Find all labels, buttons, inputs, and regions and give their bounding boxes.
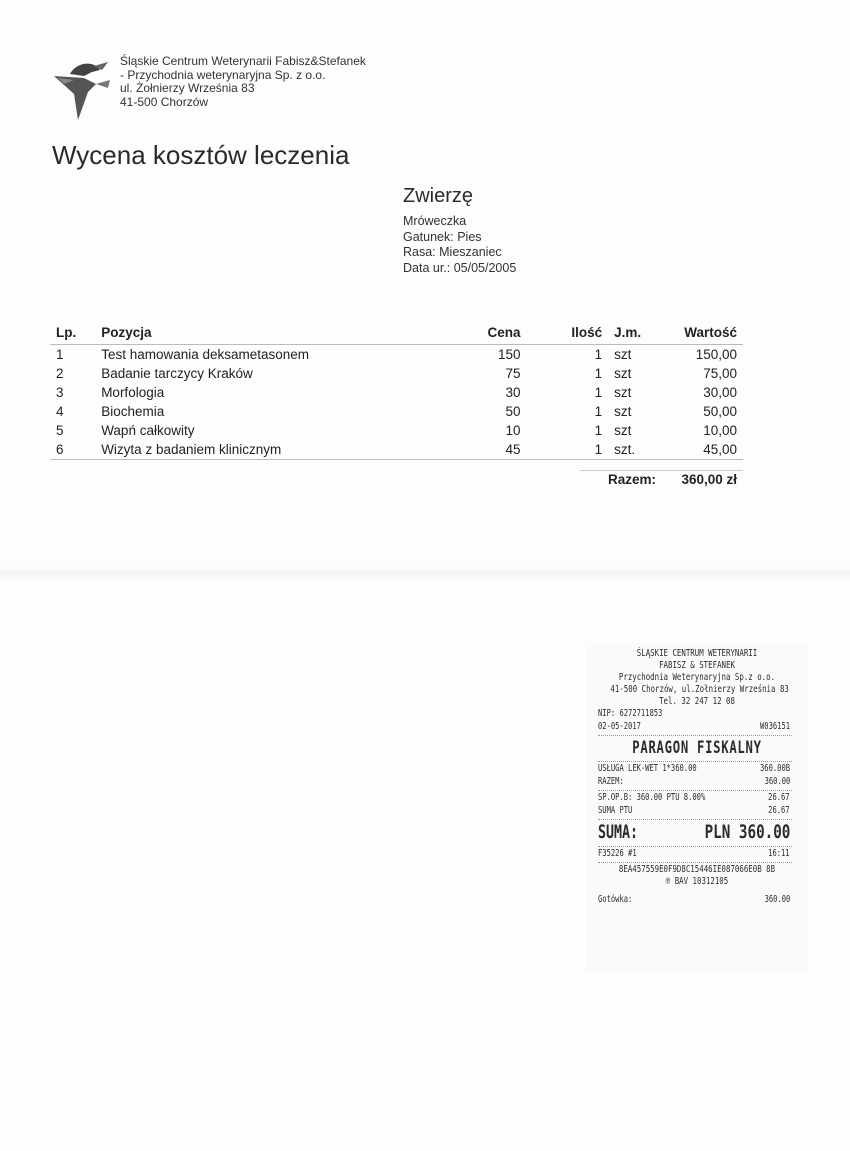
- animal-birthdate: Data ur.: 05/05/2005: [403, 260, 517, 275]
- row-price: 75: [505, 365, 521, 381]
- bird-logo-icon: [50, 56, 118, 122]
- receipt-header-line: Tel. 32 247 12 08: [659, 696, 735, 707]
- receipt-razem-label: RAZEM:: [598, 776, 624, 787]
- document-title: Wycena kosztów leczenia: [52, 140, 350, 170]
- row-unit: szt: [614, 422, 632, 438]
- receipt-number: W036151: [759, 721, 790, 732]
- fiscal-logo-icon: ℗: [665, 876, 675, 887]
- row-unit: szt: [614, 403, 632, 419]
- row-name: Wizyta z badaniem klinicznym: [95, 440, 433, 460]
- receipt-title: PARAGON FISKALNY: [632, 738, 762, 758]
- clinic-subtitle: - Przychodnia weterynaryjna Sp. z o.o.: [120, 67, 326, 82]
- receipt-razem-value: 360.00: [764, 776, 790, 787]
- row-value: 30,00: [703, 384, 737, 400]
- row-qty: 1: [594, 422, 603, 438]
- row-qty: 1: [527, 440, 609, 460]
- receipt-ptu-label: SUMA PTU: [598, 805, 633, 816]
- row-unit: szt: [614, 346, 632, 362]
- clinic-street: ul. Żołnierzy Września 83: [120, 81, 255, 95]
- row-price: 30: [505, 384, 521, 400]
- receipt-fiscal-id: BAV 10312105: [674, 876, 729, 887]
- col-quantity: Ilość: [527, 322, 609, 345]
- table-row: [50, 440, 743, 460]
- row-qty: 1: [594, 365, 603, 381]
- row-qty: 1: [594, 346, 603, 362]
- row-unit: szt.: [608, 440, 678, 460]
- row-name: Badanie tarczycy Kraków: [101, 365, 253, 381]
- receipt-code: F35226 #1: [598, 848, 637, 859]
- row-name: Morfologia: [101, 384, 165, 400]
- animal-breed: Rasa: Mieszaniec: [403, 245, 502, 259]
- receipt-cash-label: Gotówka:: [598, 894, 633, 905]
- receipt-header-line: Przychodnia Weterynaryjna Sp.z o.o.: [618, 672, 776, 683]
- table-row: [50, 402, 743, 421]
- row-price: 45: [434, 440, 527, 460]
- row-value: 75,00: [703, 365, 737, 381]
- receipt-divider: [598, 846, 792, 847]
- clinic-address-block: [120, 55, 366, 109]
- col-value: Wartość: [678, 322, 743, 345]
- row-value: 10,00: [703, 422, 737, 438]
- total-label: Razem:: [608, 472, 657, 487]
- row-value: 150,00: [695, 346, 737, 362]
- row-lp: 1: [56, 346, 64, 362]
- table-row: [50, 383, 743, 402]
- receipt-nip: NIP: 6272711853: [598, 708, 663, 719]
- row-lp: 2: [56, 365, 64, 381]
- receipt-sp-value: 26.67: [768, 792, 790, 803]
- receipt-fiscal-row: [610, 876, 783, 888]
- row-lp: 4: [56, 403, 64, 419]
- animal-heading: Zwierzę: [403, 185, 474, 207]
- row-unit: szt: [614, 365, 632, 381]
- row-lp: 5: [56, 422, 64, 438]
- col-position: Pozycja: [95, 322, 433, 345]
- row-qty: 1: [594, 384, 603, 400]
- table-total: [580, 470, 743, 487]
- clinic-name: Śląskie Centrum Weterynarii Fabisz&Stefanek: [120, 54, 366, 68]
- receipt-header-line: FABISZ & STEFANEK: [659, 660, 735, 671]
- table-row: [50, 421, 743, 440]
- cost-table: [50, 322, 743, 460]
- row-name: Wapń całkowity: [101, 422, 195, 438]
- paper-fold: [0, 566, 850, 580]
- receipt-time: 16:11: [768, 848, 790, 859]
- row-name: Biochemia: [101, 403, 165, 419]
- receipt-divider: [598, 735, 792, 736]
- row-value: 45,00: [678, 440, 743, 460]
- receipt-suma-value: PLN 360.00: [704, 821, 790, 843]
- receipt-hash: 8EA457559E0F9D8C15446IE087066E0B 8B: [618, 864, 776, 875]
- receipt-header-line: 41-500 Chorzów, ul.Żołnierzy Września 83: [610, 684, 789, 695]
- clinic-city: 41-500 Chorzów: [120, 94, 209, 109]
- receipt-item-value: 360.00B: [759, 763, 790, 774]
- receipt-divider: [598, 790, 792, 791]
- receipt-divider: [598, 761, 792, 762]
- receipt-divider: [598, 819, 792, 820]
- table-row: [50, 345, 743, 365]
- col-price: Cena: [434, 322, 527, 345]
- row-name: Test hamowania deksametasonem: [101, 346, 310, 362]
- row-price: 150: [498, 346, 521, 362]
- receipt-header-line: ŚLĄSKIE CENTRUM WETERYNARII: [636, 648, 758, 659]
- row-unit: szt: [614, 384, 632, 400]
- receipt-sp-label: SP.OP.B: 360.00 PTU 8.00%: [598, 792, 706, 803]
- row-lp: 6: [50, 440, 95, 460]
- receipt-ptu-value: 26.67: [768, 805, 790, 816]
- col-unit: J.m.: [608, 322, 678, 345]
- animal-name: Mróweczka: [403, 214, 467, 228]
- row-value: 50,00: [703, 403, 737, 419]
- fiscal-receipt: [586, 642, 808, 972]
- receipt-cash-value: 360.00: [764, 894, 790, 905]
- row-price: 50: [505, 403, 521, 419]
- row-price: 10: [505, 422, 521, 438]
- col-lp: Lp.: [50, 322, 95, 345]
- animal-species: Gatunek: Pies: [403, 229, 482, 244]
- row-lp: 3: [56, 384, 64, 400]
- total-value: 360,00 zł: [681, 472, 737, 487]
- receipt-suma-label: SUMA:: [598, 821, 639, 843]
- table-row: [50, 364, 743, 383]
- animal-info: [403, 185, 516, 276]
- table-header-row: [50, 322, 743, 345]
- receipt-date: 02-05-2017: [598, 721, 641, 732]
- receipt-divider: [598, 862, 792, 863]
- row-qty: 1: [594, 403, 603, 419]
- receipt-item-label: USŁUGA LEK-WET 1*360.00: [598, 763, 697, 774]
